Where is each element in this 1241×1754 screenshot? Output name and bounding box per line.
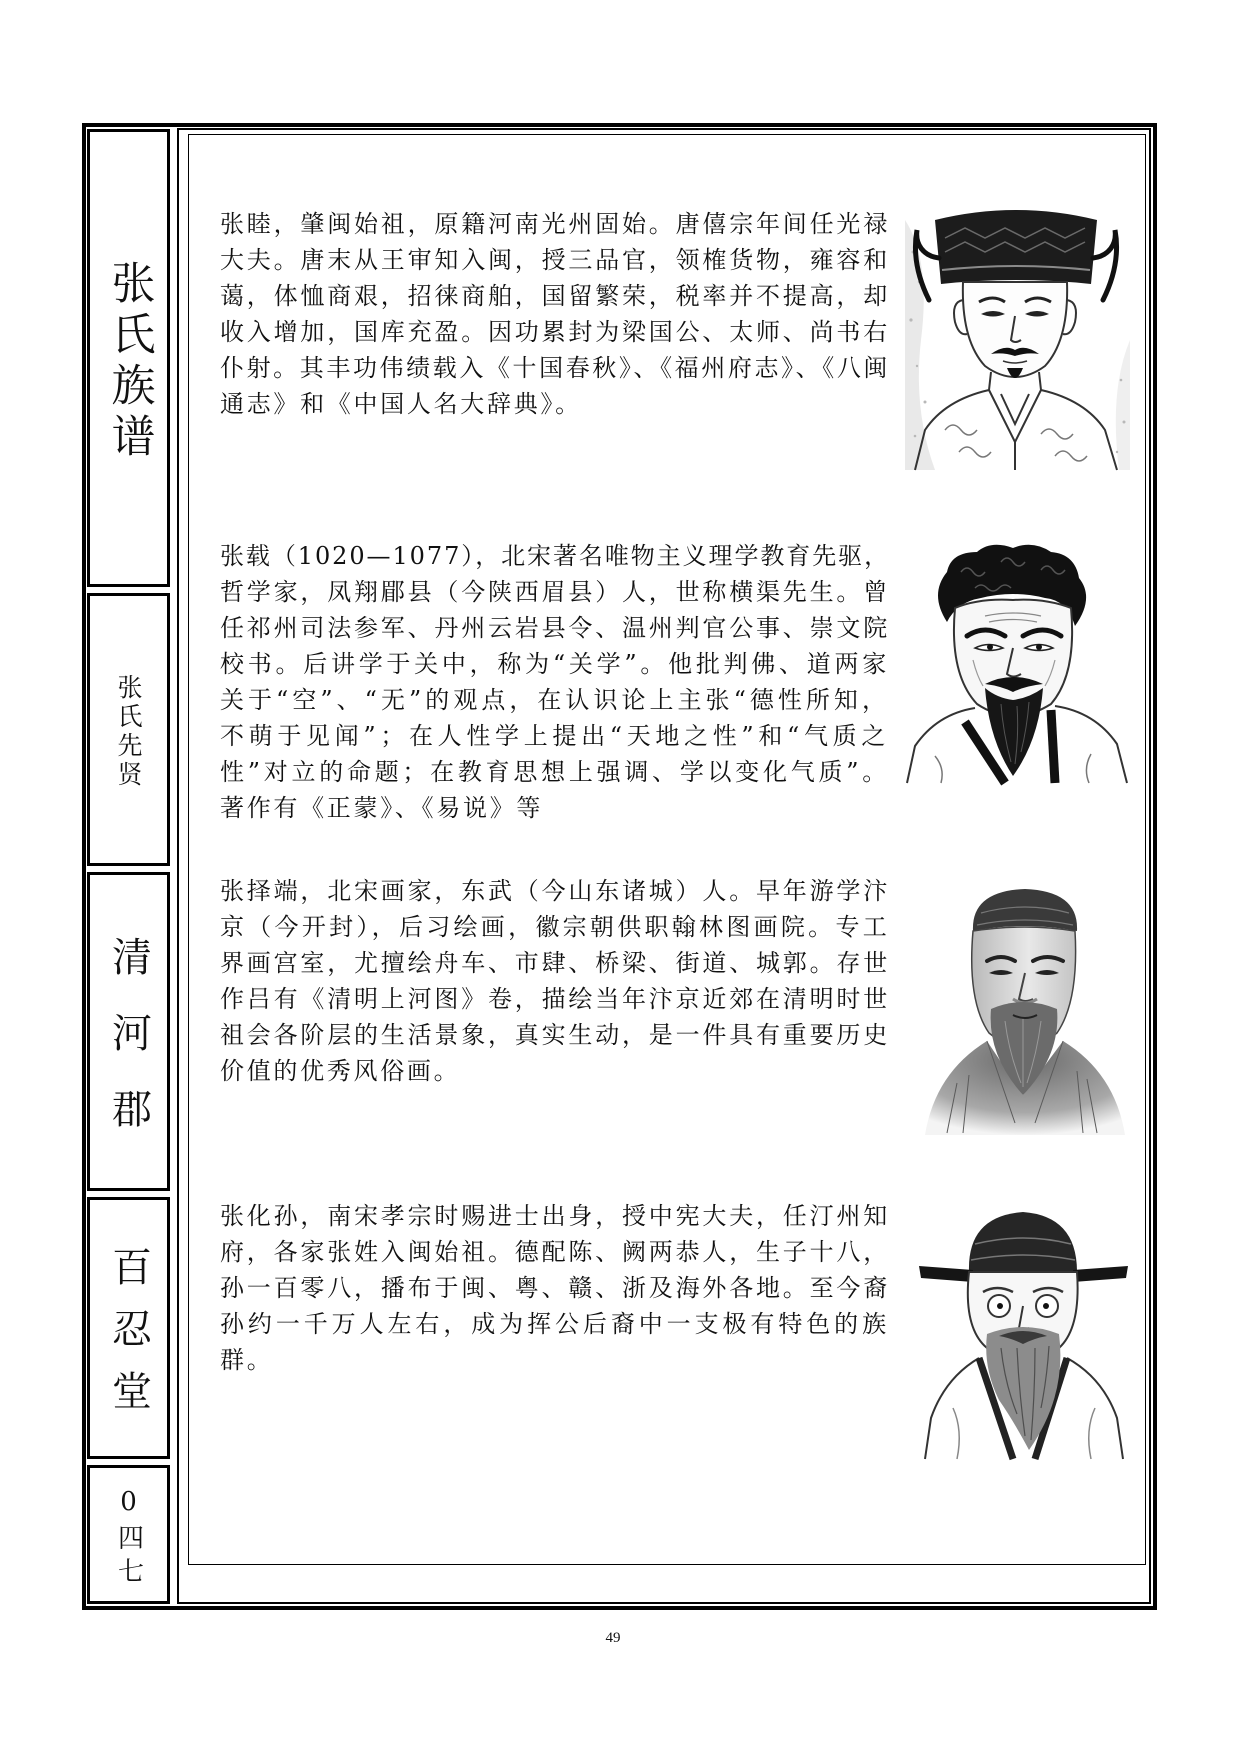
cap (973, 889, 1077, 931)
sidebar-box-hall (87, 1197, 170, 1459)
folio-number: 0四七 (113, 1486, 144, 1590)
entry-line: 通志》和《中国人名大辞典》。 (220, 390, 582, 418)
hat (935, 210, 1097, 284)
face (954, 600, 1072, 716)
entry-zhang-mu (220, 206, 900, 422)
hat (969, 1212, 1077, 1272)
entry-line: 张睦，肇闽始祖，原籍河南光州固始。唐僖宗年间任光禄 (220, 210, 890, 238)
entry-line: 祖会各阶层的生活景象，真实生动，是一件具有重要历史 (220, 1021, 890, 1049)
section-title: 张氏先贤 (114, 673, 143, 790)
entry-line: 张化孙，南宋孝宗时赐进士出身，授中宪大夫，任汀州知 (220, 1202, 890, 1230)
entry-line: 作吕有《清明上河图》卷，描绘当年汴京近郊在清明时世 (220, 985, 890, 1013)
page-number: 49 (605, 1630, 621, 1646)
entry-line: 孙一百零八，播布于闽、粤、赣、浙及海外各地。至今裔 (220, 1274, 890, 1302)
entry-line: 关于“空”、“无”的观点，在认识论上主张“德性所知， (220, 686, 890, 714)
entry-line: 收入增加，国库充盈。因功累封为梁国公、太师、尚书右 (220, 318, 890, 346)
entry-line: 仆射。其丰功伟绩载入《十国春秋》、《福州府志》、《八闽 (220, 354, 890, 382)
entry-line: 蔼，体恤商艰，招徕商舶，国留繁荣，税率并不提高，却 (220, 282, 890, 310)
entry-line-clipped: 著作有《正蒙》、《易说》等 (220, 794, 544, 822)
entry-line: 哲学家，凤翔郿县（今陕西眉县）人，世称横渠先生。曾 (220, 578, 890, 606)
entry-line: 价值的优秀风俗画。 (220, 1057, 461, 1085)
entry-line: 性”对立的命题；在教育思想上强调、学以变化气质”。 (220, 758, 890, 786)
sidebar-box-commandery (87, 872, 170, 1191)
portrait-zhang-zeduan (917, 883, 1130, 1135)
beard (986, 1327, 1060, 1450)
portrait-zhang-mu (905, 190, 1130, 470)
entry-zhang-zai (220, 538, 900, 822)
entry-line: 群。 (220, 1346, 274, 1374)
sidebar-box-folio (87, 1465, 170, 1604)
entry-zhang-huasun (220, 1198, 900, 1378)
sidebar-box-section (87, 593, 170, 866)
robe (915, 372, 1117, 470)
entry-line: 界画宫室，尤擅绘舟车、市肆、桥梁、街道、城郭。存世 (220, 949, 890, 977)
entry-line: 孙约一千万人左右，成为挥公后裔中一支极有特色的族 (220, 1310, 890, 1338)
genealogy-title: 张氏族谱 (103, 259, 155, 464)
hall-name: 百忍堂 (105, 1246, 152, 1432)
portrait-zhang-huasun (917, 1208, 1130, 1459)
entry-line: 张载（1020—1077），北宋著名唯物主义理学教育先驱， (220, 542, 890, 570)
entry-line: 不萌于见闻”；在人性学上提出“天地之性”和“气质之 (220, 722, 890, 750)
entry-line: 任祁州司法参军、丹州云岩县令、温州判官公事、崇文院 (220, 614, 890, 642)
sidebar-box-title (87, 129, 170, 587)
entry-line: 京（今开封），后习绘画，徽宗朝供职翰林图画院。专工 (220, 913, 890, 941)
portrait-zhang-zai (905, 542, 1130, 783)
entry-line: 府，各家张姓入闽始祖。德配陈、阙两恭人，生子十八， (220, 1238, 890, 1266)
entry-line: 校书。后讲学于关中，称为“关学”。他批判佛、道两家 (220, 650, 890, 678)
entry-zhang-zeduan (220, 873, 900, 1089)
face (954, 282, 1076, 378)
commandery-name: 清河郡 (105, 935, 152, 1164)
entry-line: 大夫。唐末从王审知入闽，授三品官，领榷货物，雍容和 (220, 246, 890, 274)
entry-line: 张择端，北宋画家，东武（今山东诸城）人。早年游学汴 (220, 877, 890, 905)
